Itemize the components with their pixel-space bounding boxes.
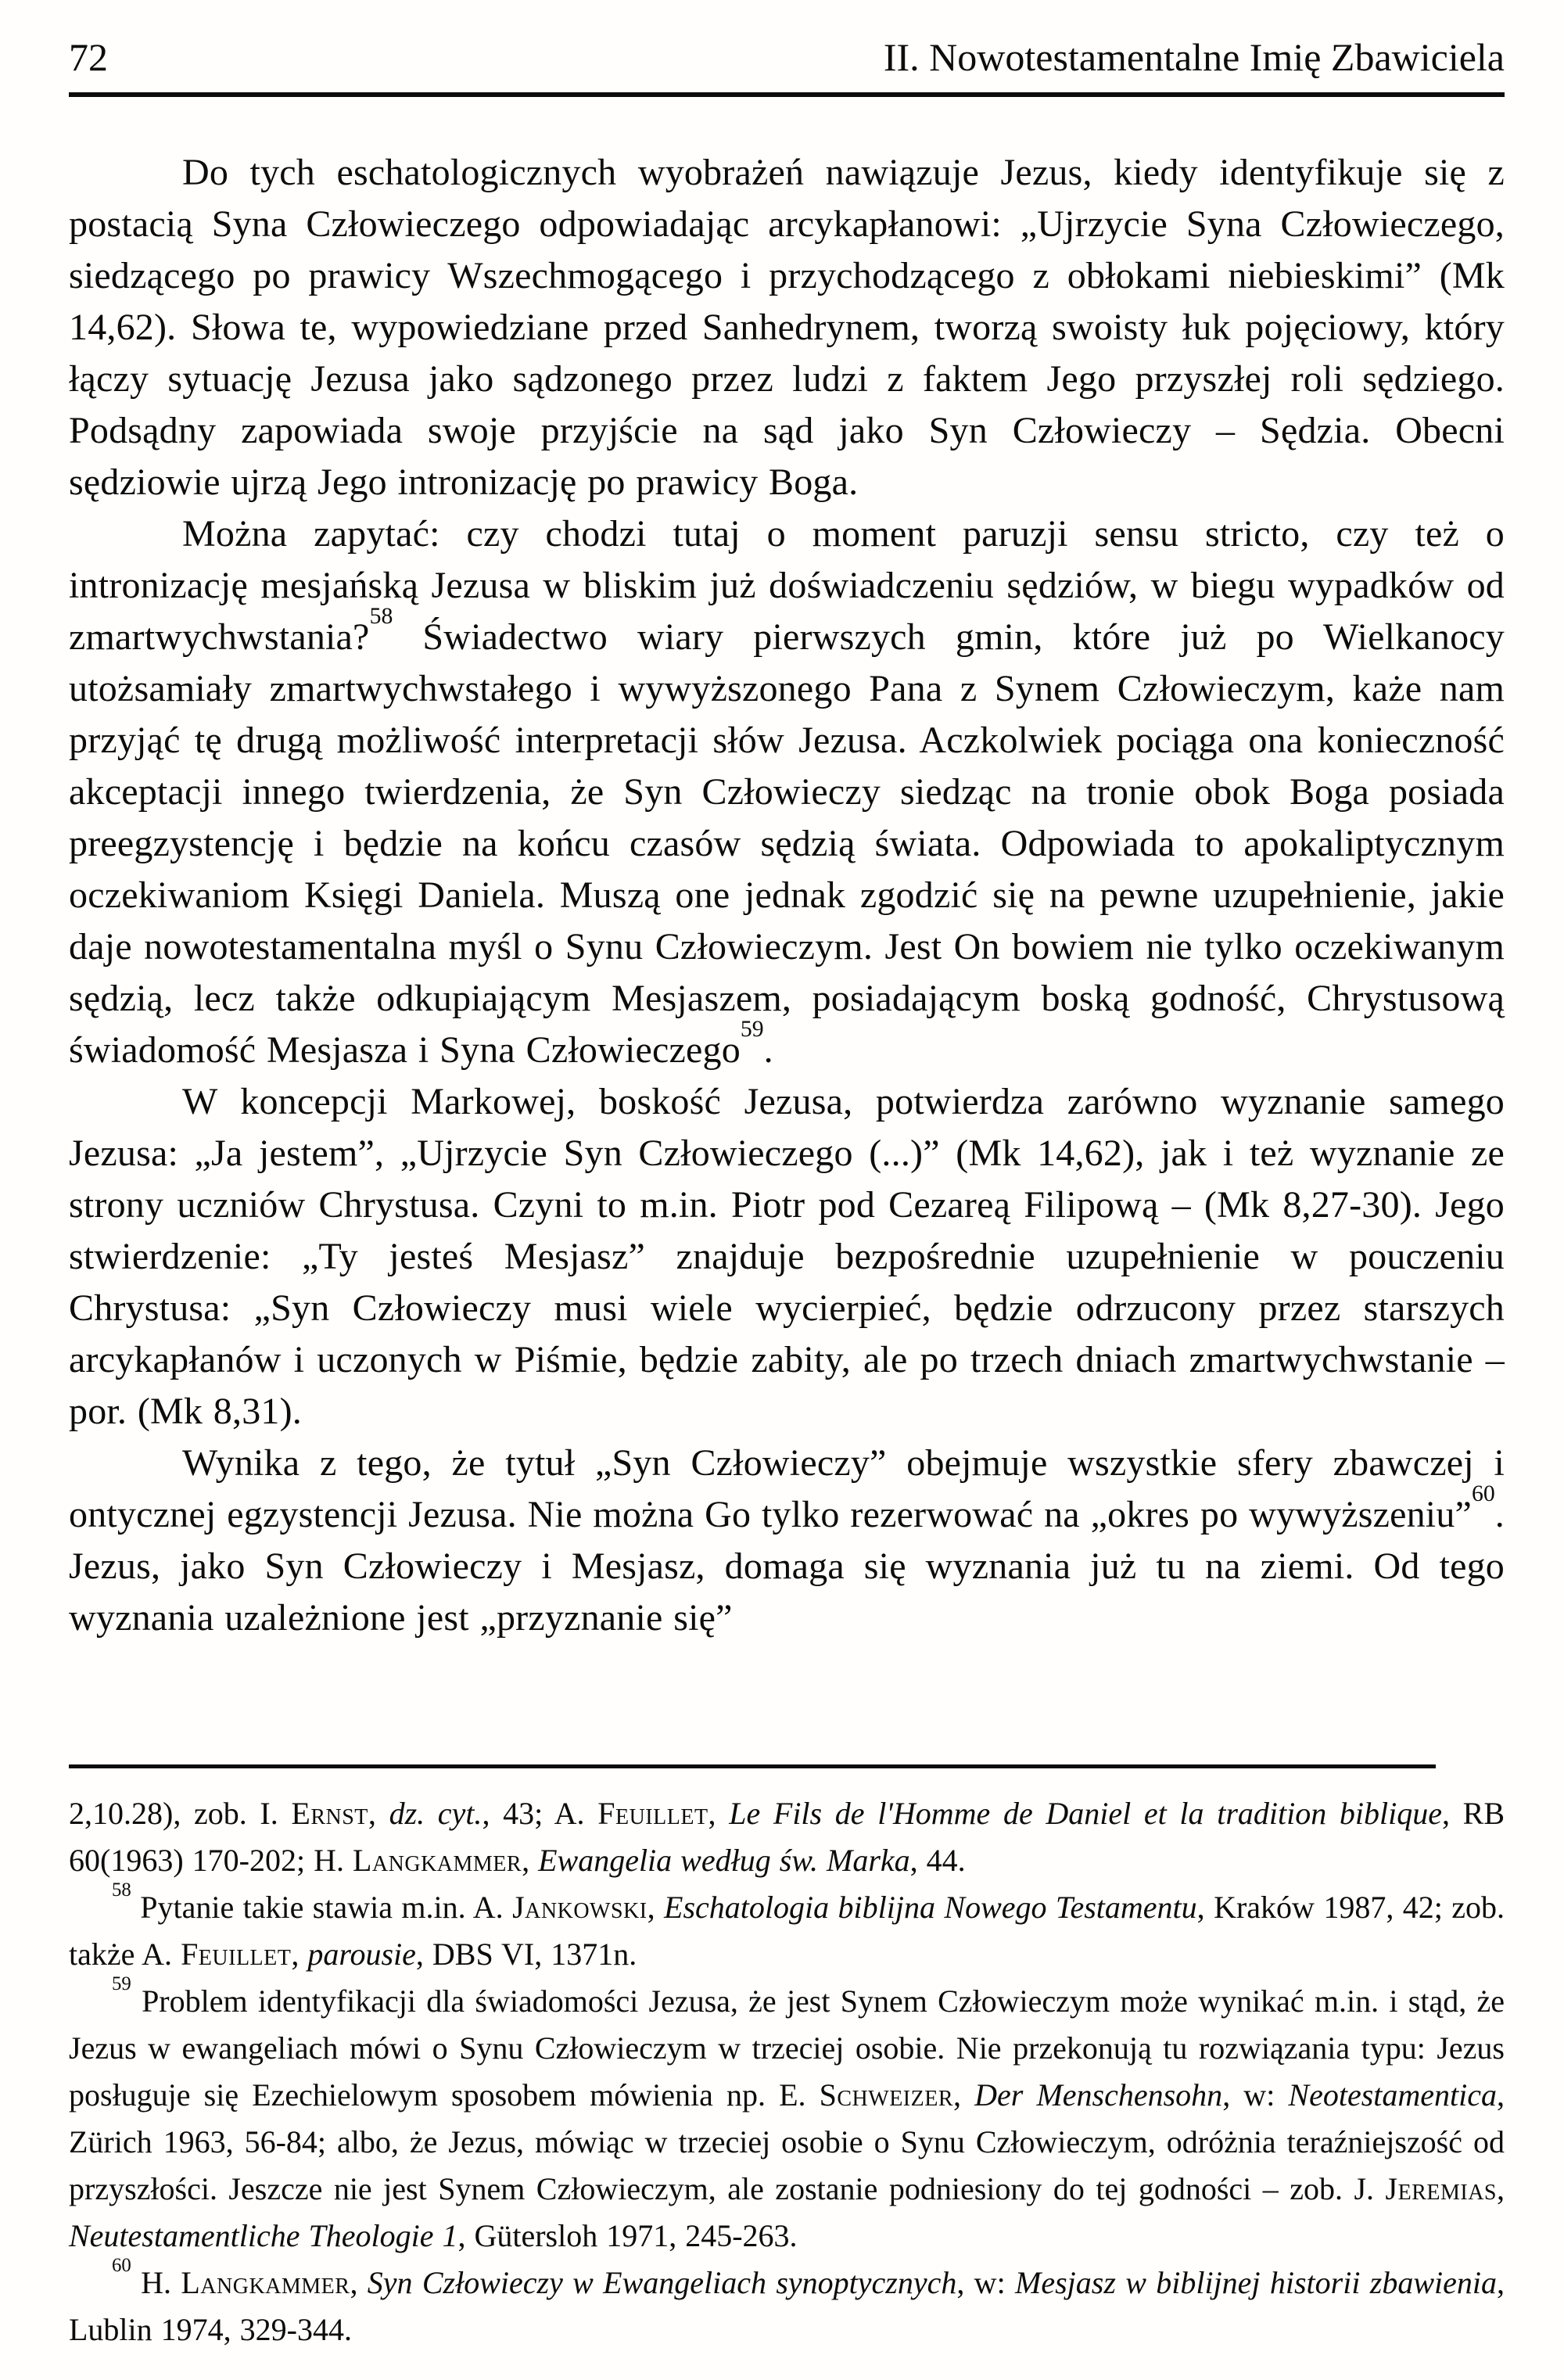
- running-header: [69, 34, 1505, 80]
- text-run: Neutestamentliche Theologie 1: [69, 2218, 458, 2253]
- text-run: ,: [522, 1843, 539, 1878]
- text-run: dz. cyt.: [389, 1796, 482, 1831]
- footnote-ref-superscript: 58: [369, 602, 393, 629]
- body-paragraph: [69, 1438, 1505, 1644]
- footnote-marker: 58: [112, 1879, 131, 1901]
- body-paragraph: [69, 508, 1505, 1076]
- text-run: , DBS VI, 1371n.: [415, 1937, 637, 1972]
- text-run: Jankowski: [512, 1890, 647, 1925]
- text-run: , RB 60(1963) 170-202; H.: [69, 1796, 1505, 1878]
- text-run: , Lublin 1974, 329-344.: [69, 2265, 1505, 2347]
- text-run: , Gütersloh 1971, 245-263.: [457, 2218, 798, 2253]
- text-run: 2,10.28), zob. I.: [69, 1796, 292, 1831]
- text-run: Jeremias: [1385, 2171, 1497, 2206]
- footnote: [69, 1973, 1505, 2260]
- text-run: ,: [647, 1890, 665, 1925]
- footnote-marker: 60: [112, 2255, 131, 2277]
- footnote-separator-rule: [69, 1764, 1436, 1768]
- body-paragraph: [69, 1076, 1505, 1438]
- text-run: Pytanie takie stawia m.in. A.: [140, 1890, 513, 1925]
- text-run: Eschatologia biblijna Nowego Testamentu: [664, 1890, 1197, 1925]
- text-run: .: [763, 1029, 773, 1071]
- footnote: [69, 1790, 1505, 1884]
- text-run: , 43; A.: [482, 1796, 598, 1831]
- text-run: , 44.: [909, 1843, 966, 1878]
- text-run: Langkammer: [352, 1843, 522, 1878]
- text-run: , w:: [956, 2265, 1016, 2300]
- text-run: ,: [1497, 2171, 1505, 2206]
- text-run: Ernst: [291, 1796, 368, 1831]
- text-run: Ewangelia według św. Marka: [538, 1843, 910, 1878]
- text-run: ,: [291, 1937, 308, 1972]
- footnotes: [69, 1790, 1505, 2353]
- text-run: Świadectwo wiary pierwszych gmin, które już po Wielkanocy utożsamiały zmartwychwstałego i wywyższonego Pana z Synem Człowieczym, każe nam przyjąć tę drugą możliwość interpretacji słów Jezusa. Aczkolwiek pociąga ona konieczność akceptacji innego twierdzenia, że Syn Człowieczy siedząc na tronie obok Boga posiada preegzystencję i będzie na końcu czasów sędzią świata. Odpowiada to apokaliptycznym oczekiwaniom Księgi Daniela. Muszą one jednak zgodzić się na pewne uzupełnienie, jakie daje nowotestamentalna myśl o Synu Człowieczym. Jest On bowiem nie tylko oczekiwanym sędzią, lecz także odkupiającym Mesjaszem, posiadającym boską godność, Chrystusową świadomość Mesjasza i Syna Człowieczego: [69, 616, 1505, 1071]
- text-run: Schweizer: [819, 2077, 954, 2113]
- body-text: [69, 147, 1505, 1750]
- text-run: parousie: [307, 1937, 416, 1972]
- footnote: [69, 1879, 1505, 1978]
- text-run: Syn Człowieczy w Ewangeliach synoptycznych: [367, 2265, 957, 2300]
- text-run: Le Fils de l'Homme de Daniel et la tradition biblique: [729, 1796, 1442, 1831]
- footnote-ref-superscript: 60: [1472, 1480, 1495, 1506]
- page-number: 72: [69, 35, 108, 79]
- footnote: [69, 2255, 1505, 2353]
- text-run: ,: [350, 2265, 368, 2300]
- text-run: Langkammer: [181, 2265, 350, 2300]
- text-run: Problem identyfikacji dla świadomości Jezusa, że jest Synem Człowieczym może wynikać m.in. i stąd, że Jezus w ewangeliach mówi o Synu Człowieczym w trzeciej osobie. Nie przekonują tu rozwiązania typu: Jezus posługuje się Ezechielowym sposobem mówienia np. E.: [69, 1983, 1505, 2113]
- running-header-title: II. Nowotestamentalne Imię Zbawiciela: [883, 35, 1505, 79]
- header-rule: [69, 92, 1505, 97]
- text-run: , w:: [1222, 2077, 1289, 2113]
- text-run: Mesjasz w biblijnej historii zbawienia: [1015, 2265, 1498, 2300]
- text-run: , Zürich 1963, 56-84; albo, że Jezus, mówiąc w trzeciej osobie o Synu Człowieczym, odróżnia teraźniejszość od przyszłości. Jeszcze nie jest Synem Człowieczym, ale zostanie podniesiony do tej godności – zob. J.: [69, 2077, 1505, 2206]
- text-run: Feuillet: [181, 1937, 292, 1972]
- text-run: Do tych eschatologicznych wyobrażeń nawiązuje Jezus, kiedy identyfikuje się z postacią Syna Człowieczego odpowiadając arcykapłanowi: „Ujrzycie Syna Człowieczego, siedzącego po prawicy Wszechmogącego i przychodzącego z obłokami niebieskimi” (Mk 14,62). Słowa te, wypowiedziane przed Sanhedrynem, tworzą swoisty łuk pojęciowy, który łączy sytuację Jezusa jako sądzonego przez ludzi z faktem Jego przyszłej roli sędziego. Podsądny zapowiada swoje przyjście na sąd jako Syn Człowieczy – Sędzia. Obecni sędziowie ujrzą Jego intronizację po prawicy Boga.: [69, 152, 1505, 503]
- text-run: Der Menschensohn: [974, 2077, 1223, 2113]
- text-run: . Jezus, jako Syn Człowieczy i Mesjasz, domaga się wyznania już tu na ziemi. Od tego wyznania uzależnione jest „przyznanie się”: [69, 1494, 1505, 1639]
- text-run: W koncepcji Markowej, boskość Jezusa, potwierdza zarówno wyznanie samego Jezusa: „Ja jestem”, „Ujrzycie Syn Człowieczego (...)” (Mk 14,62), jak i też wyznanie ze strony uczniów Chrystusa. Czyni to m.in. Piotr pod Cezareą Filipową – (Mk 8,27-30). Jego stwierdzenie: „Ty jesteś Mesjasz” znajduje bezpośrednie uzupełnienie w pouczeniu Chrystusa: „Syn Człowieczy musi wiele wycierpieć, będzie odrzucony przez starszych arcykapłanów i uczonych w Piśmie, będzie zabity, ale po trzech dniach zmartwychwstanie – por. (Mk 8,31).: [69, 1081, 1505, 1432]
- text-run: Wynika z tego, że tytuł „Syn Człowieczy” obejmuje wszystkie sfery zbawczej i ontycznej egzystencji Jezusa. Nie można Go tylko rezerwować na „okres po wywyższeniu”: [69, 1442, 1505, 1535]
- text-run: ,: [953, 2077, 975, 2113]
- footnote-ref-superscript: 59: [740, 1015, 764, 1042]
- text-run: Neotestamentica: [1288, 2077, 1498, 2113]
- footnote-marker: 59: [112, 1973, 131, 1995]
- text-run: ,: [708, 1796, 730, 1831]
- text-run: , Kraków 1987, 42; zob. także A.: [69, 1890, 1505, 1972]
- body-paragraph: [69, 147, 1505, 508]
- text-run: ,: [368, 1796, 389, 1831]
- text-run: Można zapytać: czy chodzi tutaj o moment paruzji sensu stricto, czy też o intronizację mesjańską Jezusa w bliskim już doświadczeniu sędziów, w biegu wypadków od zmartwychwstania?: [69, 513, 1505, 658]
- text-run: Feuillet: [597, 1796, 708, 1831]
- text-run: H.: [141, 2265, 181, 2300]
